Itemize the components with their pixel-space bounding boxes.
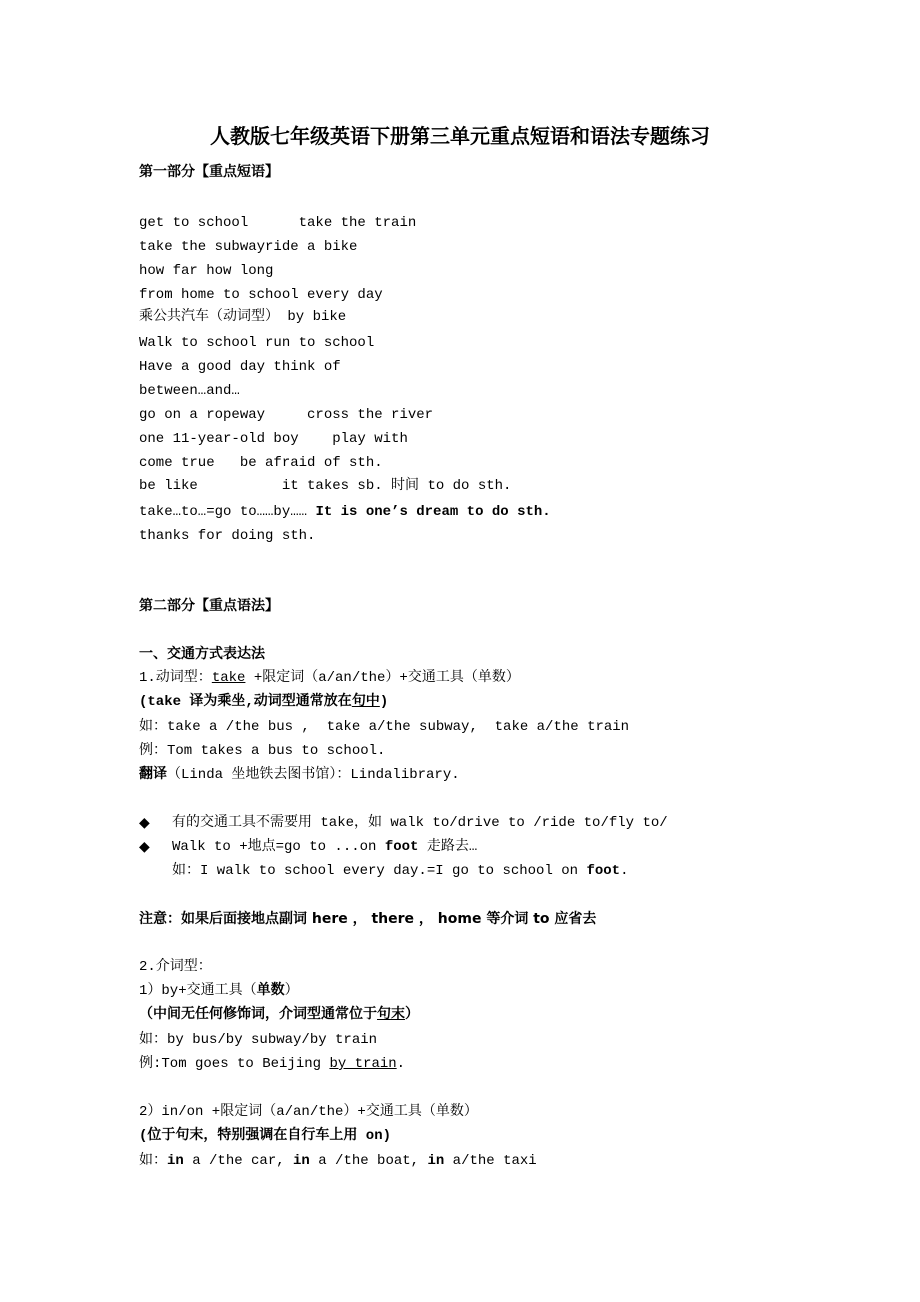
phrase-line: come true be afraid of sth.	[139, 455, 383, 471]
example-4-end: .	[396, 1056, 406, 1072]
rule1-label: 1.动词型：	[139, 670, 212, 686]
rule2-1-close: ）	[284, 983, 299, 999]
example-1: 如：take a /the bus , take a/the subway, take a/the train	[139, 719, 630, 735]
phrase-line: go on a ropeway cross the river	[139, 407, 434, 423]
note2-close: ）	[405, 1007, 419, 1023]
phrase-line: how far how long	[139, 263, 274, 279]
example-5-label: 如：	[139, 1153, 167, 1169]
example-5	[139, 1152, 537, 1170]
translation	[139, 766, 460, 784]
phrase-line	[139, 503, 551, 521]
rule1-pattern: +限定词（a/an/the）+交通工具（单数）	[245, 670, 520, 686]
phrase-line: one 11-year-old boy play with	[139, 431, 408, 447]
note2-underlined: 句末	[377, 1007, 405, 1023]
note3: (位于句末，特别强调在自行车上用 on)	[139, 1128, 392, 1144]
phrase-line: be like it takes sb. 时间 to do sth.	[139, 478, 512, 494]
example-4-underlined: by train	[329, 1056, 397, 1072]
rule2-1	[139, 982, 299, 1000]
bullet2-foot: foot	[384, 839, 419, 855]
bullet3-foot: foot	[586, 863, 621, 879]
part1-heading: 第一部分【重点短语】	[139, 164, 279, 180]
phrase-line: 乘公共汽车（动词型） by bike	[139, 309, 347, 325]
bullet-1-text: 有的交通工具不需要用 take，如 walk to/drive to /ride to/fly to/	[172, 815, 668, 831]
bullet-example	[172, 862, 628, 880]
phrase-line: from home to school every day	[139, 287, 383, 303]
translation-label: 翻译	[139, 767, 167, 783]
phrase-dream: It is one’s dream to do sth.	[315, 504, 551, 520]
example-3: 如：by bus/by subway/by train	[139, 1032, 378, 1048]
rule2: 2.介词型：	[139, 959, 212, 975]
example-5-car: a /the car,	[183, 1153, 294, 1169]
part2-heading: 第二部分【重点语法】	[139, 598, 279, 614]
section1-heading: 一、交通方式表达法	[139, 646, 265, 662]
rule1	[139, 669, 520, 687]
note1-underlined: 句中	[351, 694, 380, 710]
note1-text: (take 译为乘坐,动词型通常放在	[139, 694, 352, 710]
bullet-2-text	[172, 838, 477, 856]
bullet-icon: ◆	[139, 839, 150, 855]
phrase-line: take the subwayride a bike	[139, 239, 358, 255]
bullet-icon: ◆	[139, 815, 150, 831]
example-5-in: in	[293, 1153, 310, 1169]
example-4-text: 例:Tom goes to Beijing	[139, 1056, 330, 1072]
rule2-1-bold: 单数	[256, 983, 285, 999]
example-5-in: in	[427, 1153, 445, 1169]
rule2-1-text: 1）by+交通工具（	[139, 983, 257, 999]
example-5-taxi: a/the taxi	[444, 1153, 537, 1169]
phrase-line: Have a good day think of	[139, 359, 341, 375]
note2-text: （中间无任何修饰词，介词型通常位于	[139, 1007, 377, 1023]
phrase-line: get to school take the train	[139, 215, 417, 231]
notice: 注意：如果后面接地点副词 here ， there ， home 等介词 to 应省去	[139, 911, 597, 927]
example-4	[139, 1055, 405, 1073]
bullet3-end: .	[620, 863, 629, 879]
phrase-line: Walk to school run to school	[139, 335, 375, 351]
note1	[139, 693, 388, 711]
bullet2-meaning: 走路去…	[418, 839, 478, 855]
phrase-line: thanks for doing sth.	[139, 528, 316, 544]
bullet2-pattern: Walk to +地点=go to ...on	[172, 839, 385, 855]
note1-close: )	[379, 694, 389, 710]
phrase-line: between…and…	[139, 383, 240, 399]
note2	[139, 1006, 419, 1024]
example-5-in: in	[167, 1153, 184, 1169]
bullet3-text: 如：I walk to school every day.=I go to school on	[172, 863, 587, 879]
example-5-boat: a /the boat,	[309, 1153, 428, 1169]
rule1-take: take	[211, 670, 246, 686]
document-title: 人教版七年级英语下册第三单元重点短语和语法专题练习	[210, 124, 710, 148]
phrase-take-to: take…to…=go to……by……	[139, 504, 316, 520]
rule2-2: 2）in/on +限定词（a/an/the）+交通工具（单数）	[139, 1104, 478, 1120]
translation-text: （Linda 坐地铁去图书馆）：Lindalibrary.	[167, 767, 460, 783]
example-2: 例：Tom takes a bus to school.	[139, 743, 386, 759]
